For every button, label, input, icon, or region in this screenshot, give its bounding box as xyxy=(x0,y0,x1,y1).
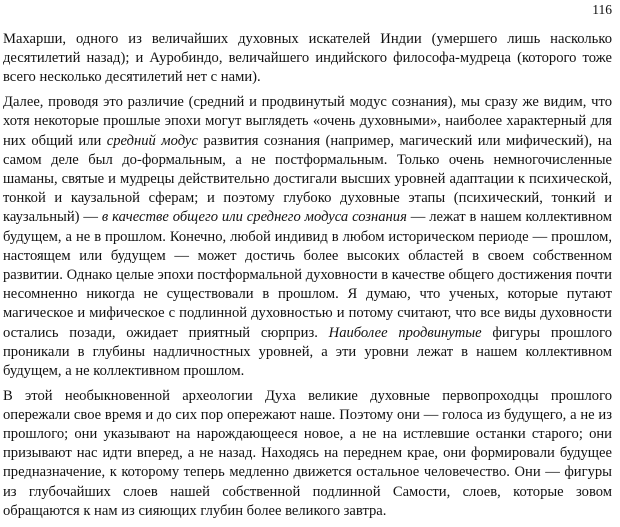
body-text xyxy=(3,30,612,527)
paragraph-2-text-1: Далее, проводя это различие (средний и продвинутый модус сознания), мы сразу же видим, что хотя некоторые прошлые эпохи могут выглядеть «очень духовными», наиболее характерный для них общий или xyxy=(3,94,612,149)
paragraph-2 xyxy=(3,93,612,381)
paragraph-2-text-3: — лежат в нашем коллективном будущем, а не в прошлом. Конечно, любой индивид в любом историческом периоде — прошлом, настоящем или будущем — может достичь более высоких областей в своем собственном развитии. Однако целые эпохи постформальной духовности в качестве общего достижения почти несомненно никогда не существовали в прошлом. Я думаю, что ученых, которые путают магическое и мифическое с подлинной духовностью и потому считают, что все виды духовности остались позади, ожидает приятный сюрприз. xyxy=(3,209,612,341)
paragraph-2-italic-2: в качестве общего или среднего модуса сознания xyxy=(101,209,407,226)
paragraph-3: В этой необыкновенной археологии Духа великие духовные первопроходцы прошлого опережали свое время и до сих пор опережают наше. Поэтому они — голоса из будущего, а не из прошлого; они указывают на нарождающееся новое, а не на истлевшие останки старого; они призывают нас идти вперед, а не назад. Находясь на переднем крае, они формировали будущее предназначение, к которому теперь медленно движется остальное человечество. Они — фигуры из глубочайших слоев нашей собственной подлинной Самости, слоев, которые зовом обращаются к нам из сияющих глубин более великого завтра. xyxy=(3,387,612,519)
paragraph-2-text-2: развития сознания (например, магический или мифический), на самом деле был до-формальным, а не постформальным. Только очень немногочисленные шаманы, святые и мудрецы действительно достигали высших уровней адаптации к психической, тонкой и каузальной сферам; и поэтому глубоко духовные этапы (психический, тонкий и каузальный) — xyxy=(3,132,612,226)
paragraph-2-text-4: фигуры прошлого проникали в глубины надличностных уровней, а эти уровни лежат в нашем коллективном будущем, а не коллективном прошлом. xyxy=(3,324,612,379)
page-number: 116 xyxy=(592,2,612,17)
paragraph-2-italic-1: средний модус xyxy=(106,132,198,149)
paragraph-1: Махарши, одного из величайших духовных искателей Индии (умершего лишь насколько десятилетий назад); и Ауробиндо, величайшего индийского философа-мудреца (которого тоже всего несколько десятилетий нет с нами). xyxy=(3,31,612,86)
paragraph-2-italic-3: Наиболее продвинутые xyxy=(328,324,482,341)
